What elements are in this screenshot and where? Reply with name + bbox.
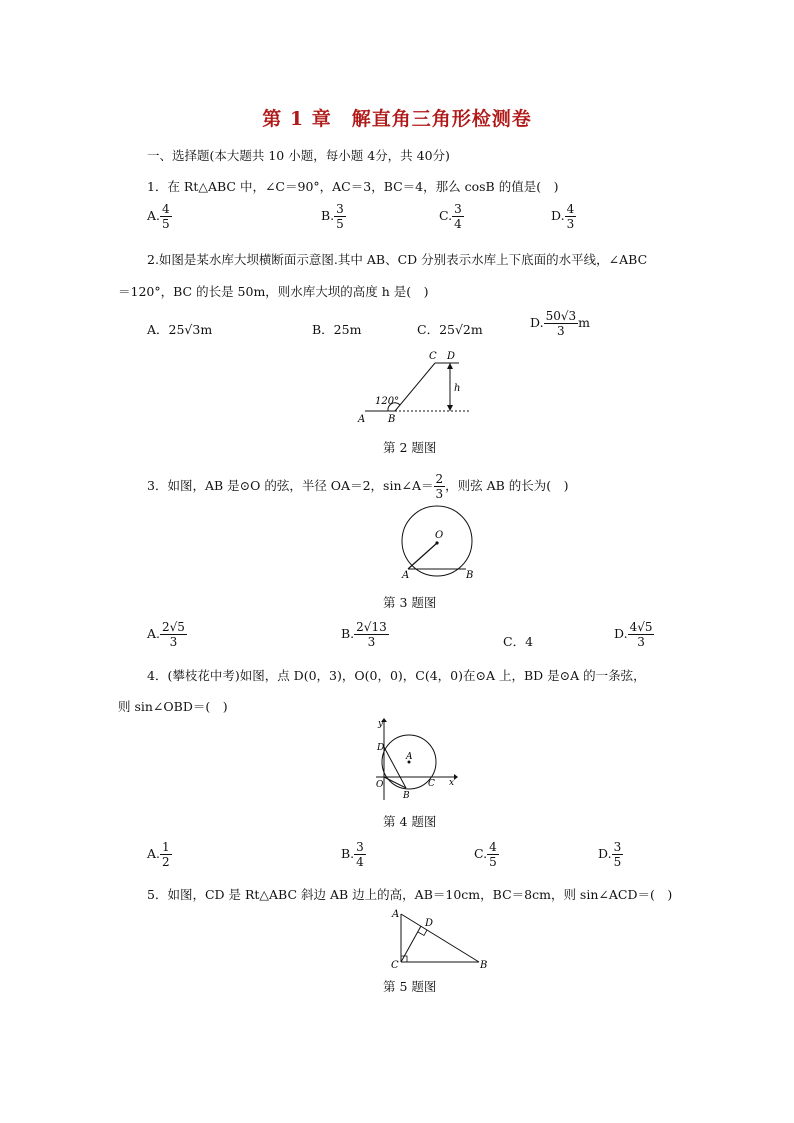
altitude-cd bbox=[401, 926, 421, 962]
label-b: B bbox=[388, 414, 396, 425]
chord-bd bbox=[384, 747, 406, 788]
question-3-text: 3．如图，AB 是⊙O 的弦，半径 OA＝2，sin∠A＝ $\frac{2}{3}$ ，则弦 AB 的长为( ) bbox=[147, 472, 569, 501]
q2-option-a: A．25√3m bbox=[147, 322, 213, 337]
radius-oa bbox=[408, 543, 437, 569]
label-b: B bbox=[466, 570, 474, 581]
label-d: D bbox=[425, 918, 434, 929]
q2-option-b: B．25m bbox=[312, 322, 362, 337]
label-y: y bbox=[378, 719, 384, 729]
question-5-caption: 第 5 题图 bbox=[383, 979, 437, 994]
label-a: A bbox=[406, 752, 413, 762]
label-b: B bbox=[403, 791, 410, 801]
label-angle: 120° bbox=[375, 396, 400, 407]
question-4-text-line1: 4．(攀枝花中考)如图，点 D(0，3)，O(0，0)，C(4，0)在⊙A 上，BD 是⊙A 的一条弦， bbox=[147, 668, 646, 683]
question-1-text: 1．在 Rt△ABC 中，∠C＝90°，AC＝3，BC＝4，那么 cosB 的值是( ) bbox=[147, 179, 559, 194]
label-c: C bbox=[428, 779, 435, 789]
question-2-text-line2: ＝120°，BC 的长是 50m，则水库大坝的高度 h 是( ) bbox=[118, 284, 429, 299]
question-2-dam-figure bbox=[355, 348, 475, 428]
q3-option-d: D. $\frac{4√5}{3}$ bbox=[614, 620, 653, 649]
label-a: A bbox=[392, 909, 400, 920]
q4-option-d: D. $\frac{3}{5}$ bbox=[598, 840, 622, 869]
q4-option-a: A. $\frac{1}{2}$ bbox=[147, 840, 170, 869]
arrow-down-icon bbox=[447, 405, 453, 411]
label-o: O bbox=[435, 530, 444, 541]
q3-option-b: B. $\frac{2√13}{3}$ bbox=[341, 620, 387, 649]
q2-option-d: D. $\frac{50√3}{3}$ m bbox=[530, 309, 590, 338]
x-axis-arrow-icon bbox=[454, 774, 458, 780]
center-point bbox=[435, 541, 438, 544]
label-o: O bbox=[376, 780, 384, 790]
label-c: C bbox=[391, 960, 399, 970]
section-header: 一、选择题(本大题共 10 小题，每小题 4分，共 40分) bbox=[147, 148, 450, 163]
label-a: A bbox=[358, 414, 366, 425]
q1-option-b: B. $\frac{3}{5}$ bbox=[321, 202, 344, 231]
question-4-caption: 第 4 题图 bbox=[383, 814, 437, 829]
label-c: C bbox=[429, 351, 437, 362]
q1-option-c: C. $\frac{3}{4}$ bbox=[439, 202, 462, 231]
q1-option-a: A. $\frac{4}{5}$ bbox=[147, 202, 170, 231]
right-angle-d bbox=[418, 930, 427, 936]
label-d: D bbox=[377, 743, 385, 753]
question-4-text-line2: 则 sin∠OBD＝( ) bbox=[118, 699, 228, 714]
page-title: 第 1 章 解直角三角形检测卷 bbox=[262, 108, 532, 130]
q1-option-d: D. $\frac{4}{3}$ bbox=[551, 202, 575, 231]
label-d: D bbox=[447, 351, 456, 362]
q3-option-a: A. $\frac{2√5}{3}$ bbox=[147, 620, 185, 649]
q2-option-c: C．25√2m bbox=[417, 322, 483, 337]
line-bc bbox=[395, 363, 435, 411]
label-h: h bbox=[454, 383, 461, 394]
question-3-caption: 第 3 题图 bbox=[383, 595, 437, 610]
hypotenuse-ab bbox=[401, 914, 479, 962]
q4-option-b: B. $\frac{3}{4}$ bbox=[341, 840, 364, 869]
question-5-text: 5．如图，CD 是 Rt△ABC 斜边 AB 边上的高，AB＝10cm，BC＝8cm，则 sin∠ACD＝( ) bbox=[147, 887, 673, 902]
question-2-text-line1: 2.如图是某水库大坝横断面示意图.其中 AB、CD 分别表示水库上下底面的水平线，∠ABC bbox=[147, 252, 648, 267]
arrow-up-icon bbox=[447, 363, 453, 369]
q4-option-c: C. $\frac{4}{5}$ bbox=[474, 840, 497, 869]
q3-option-c: C．4 bbox=[503, 634, 534, 649]
label-x: x bbox=[449, 778, 455, 788]
label-a: A bbox=[402, 570, 410, 581]
question-2-caption: 第 2 题图 bbox=[383, 440, 437, 455]
question-3-circle-figure bbox=[393, 505, 483, 581]
label-b: B bbox=[480, 960, 488, 970]
question-4-coordinate-figure bbox=[368, 716, 460, 802]
question-5-triangle-figure bbox=[388, 906, 488, 970]
